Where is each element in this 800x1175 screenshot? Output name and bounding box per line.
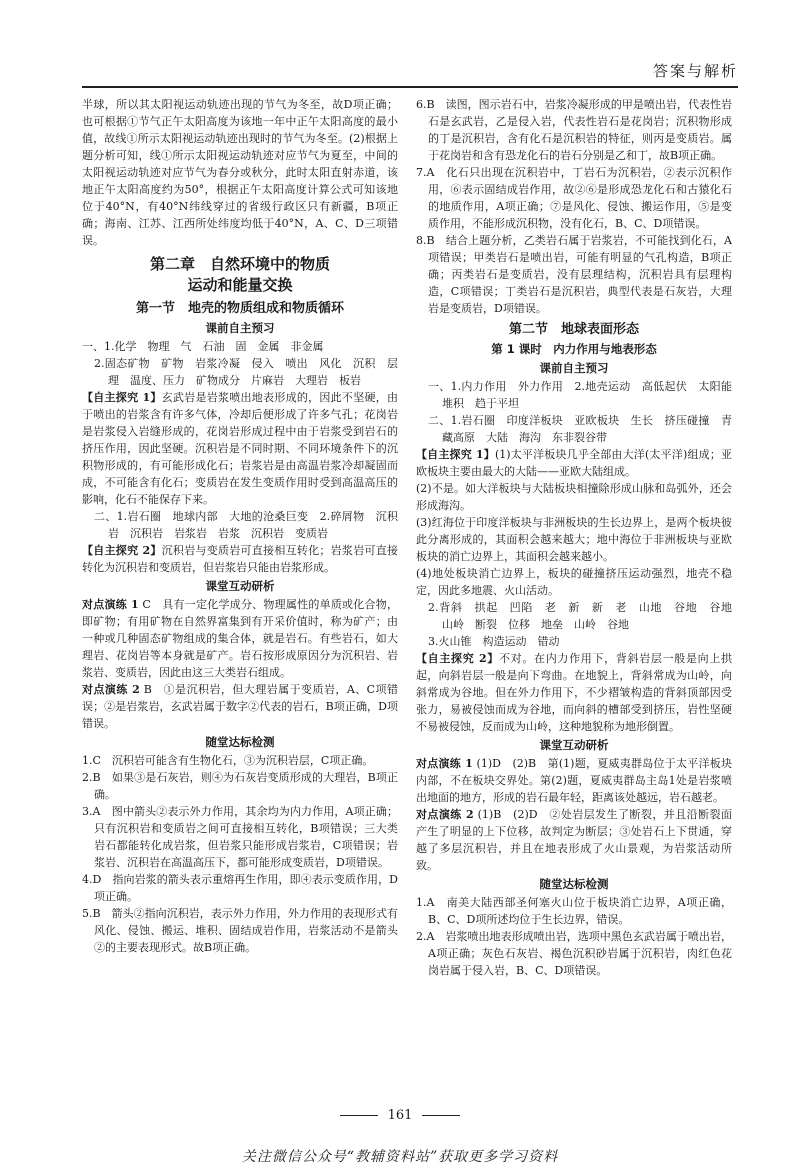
drill-2-label: 对点演练 2	[82, 683, 140, 696]
explore-2-label: 【自主探究 2】	[82, 544, 162, 557]
test-item: 3.A 图中箭头②表示外力作用，其余均为内力作用，A项正确；只有沉积岩和变质岩之间可直接相互转化，B项错误；三大类岩石都能转化成岩浆，但岩浆只能形成岩浆岩，C项错误；岩浆岩、沉积岩在高温高压下，都可能形成变质岩，D项错误。	[82, 805, 398, 869]
explore-r1	[416, 446, 732, 480]
page-number-dash-left	[340, 1115, 378, 1116]
test-item: 2.B 如果③是石灰岩，则④为石灰岩变质形成的大理岩，B项正确。	[82, 771, 398, 801]
test-title-2: 随堂达标检测	[539, 877, 609, 891]
drill-r2-text: (1)B (2)D ②处岩层发生了断裂，并且沿断裂面产生了明显的上下位移，故判定为断层；③处岩石上下贯通，穿越了多层沉积岩，并且在地表形成了火山景观，为岩浆活动所致。	[416, 808, 732, 872]
chapter-title-line2: 运动和能量交换	[187, 276, 293, 294]
lesson-title: 第 1 课时 内力作用与地表形态	[491, 342, 657, 356]
explore-r2-text: 不对。在内力作用下，背斜岩层一般是向上拱起，向斜岩层一般是向下弯曲。在地貌上，背斜常成为山岭，向斜常成为谷地。但在外力作用下，不少褶皱构造的背斜顶部因受张力，易被侵蚀而成为谷地，而向斜的槽部受到挤压，岩性坚硬不易被侵蚀，反而成为山岭，这种地貌称为地形倒置。	[416, 652, 733, 733]
explore-1	[82, 389, 398, 508]
test-item: 7.A 化石只出现在沉积岩中，丁岩石为沉积岩，②表示沉积作用，⑥表示固结成岩作用，故②⑥是形成恐龙化石和古猿化石的地质作用，A项正确；⑦是风化、侵蚀、搬运作用，⑤是变质作用，不能形成沉积物，没有化石，B、C、D项错误。	[416, 166, 732, 230]
header-rule	[82, 86, 738, 88]
explore-r1-p3: (3)红海位于印度洋板块与非洲板块的生长边界上，是两个板块彼此分离形成的，其面积会越来越大；地中海位于非洲板块与亚欧板块的消亡边界上，其面积会越来越小。	[416, 516, 732, 563]
explore-r2-label: 【自主探究 2】	[416, 652, 499, 665]
class-study-title: 课堂互动研析	[205, 579, 275, 593]
section-title-2: 第二节 地球表面形态	[508, 322, 639, 337]
header-title: 答案与解析	[652, 62, 738, 80]
drill-r1	[416, 755, 732, 806]
pre-answer-1b: 2.固态矿物 矿物 岩浆冷凝 侵入 喷出 风化 沉积 层理 温度、压力 矿物成分 片麻岩 大理岩 板岩	[94, 357, 398, 387]
explore-r1-label: 【自主探究 1】	[416, 448, 495, 461]
explore-r1-p2: (2)不是。如大洋板块与大陆板块相撞除形成山脉和岛弧外，还会形成海沟。	[416, 482, 732, 512]
test-item: 6.B 读图，图示岩石中，岩浆冷凝形成的甲是喷出岩，代表性岩石是玄武岩，乙是侵入岩，代表性岩石是花岗岩；沉积物形成的丁是沉积岩，含有化石是沉积岩的特征，则丙是变质岩。属于花岗岩和含有恐龙化石的岩石分别是乙和丁，故B项正确。	[416, 98, 732, 162]
intro-paragraph: 半球，所以其太阳视运动轨迹出现的节气为冬至，故D项正确；也可根据①节气正午太阳高度为该地一年中正午太阳高度的最小值，故线①所示太阳视运动轨迹出现时的节气为冬至。(2)根据上题分析可知，线①所示太阳视运动轨迹对应节气为夏至，中间的太阳视运动轨迹对应节气为春分或秋分，此时太阳直射赤道，该地正午太阳高度约为50°，根据正午太阳高度计算公式可知该地位于40°N，有40°N纬线穿过的省级行政区只有新疆，B项正确；海南、江苏、江西所处纬度均低于40°N，A、C、D三项错误。	[82, 98, 398, 247]
section-title: 第一节 地壳的物质组成和物质循环	[135, 301, 344, 316]
test-item: 5.B 箭头②指向沉积岩，表示外力作用，外力作用的表现形式有风化、侵蚀、搬运、堆积、固结成岩作用，岩浆活动不是箭头②的主要表现形式。故B项正确。	[82, 907, 398, 954]
explore-1-text: 玄武岩是岩浆喷出地表形成的，因此不坚硬，由于喷出的岩浆含有许多气体，冷却后便形成了许多气孔；花岗岩是岩浆侵入岩缝形成的，花岗岩形成过程中由于岩浆受到岩石的挤压作用，因此坚硬。沉积岩是不同时期、不同环境条件下的沉积物形成的，有可能形成化石；岩浆岩是由高温岩浆冷却凝固而成，不可能含有化石；变质岩在发生变质作用时受到高温高压的影响，化石不能保存下来。	[82, 391, 399, 506]
pre-answer-2: 二、1.岩石圈 地球内部 大地的沧桑巨变 2.碎屑物 沉积岩 沉积岩 岩浆岩 岩浆 沉积岩 变质岩	[94, 510, 398, 540]
drill-r1-text: (1)D (2)B 第(1)题，夏威夷群岛位于太平洋板块内部，不在板块交界处。第(2)题，夏威夷群岛主岛1处是岩浆喷出地面的地方，形成的岩石最年轻，距离该处越远，岩石越老。	[416, 757, 733, 804]
test-item: 1.A 南美大陆西部圣何塞火山位于板块消亡边界，A项正确，B、C、D项所述均位于生长边界，错误。	[416, 896, 732, 926]
pre-answer-r2: 二、1.岩石圈 印度洋板块 亚欧板块 生长 挤压碰撞 青藏高原 大陆 海沟 东非裂谷带	[428, 414, 732, 444]
drill-1	[82, 596, 398, 681]
explore-2	[82, 542, 398, 576]
explore-1-label: 【自主探究 1】	[82, 391, 162, 404]
page-number-dash-right	[422, 1115, 460, 1116]
test-item: 2.A 岩浆喷出地表形成喷出岩，选项中黑色玄武岩属于喷出岩，A项正确；灰色石灰岩、褐色沉积砂岩属于沉积岩，肉红色花岗岩属于侵入岩，B、C、D项错误。	[416, 930, 732, 977]
test-item: 4.D 指向岩浆的箭头表示重熔再生作用，即④表示变质作用，D项正确。	[82, 873, 398, 903]
class-study-title-2: 课堂互动研析	[539, 738, 609, 752]
drill-r2-label: 对点演练 2	[416, 808, 474, 821]
explore-r1-p4: (4)地处板块消亡边界上，板块的碰撞挤压运动强烈，地壳不稳定，因此多地震、火山活动。	[416, 567, 732, 597]
page-number-text: 161	[387, 1108, 413, 1123]
explore-r1-text: (1)太平洋板块几乎全部由大洋(太平洋)组成；亚欧板块主要由最大的大陆——亚欧大陆组成。	[416, 448, 733, 478]
pre-study-title-2: 课前自主预习	[539, 361, 609, 375]
pre-study-title: 课前自主预习	[205, 321, 275, 335]
drill-1-text: C 具有一定化学成分、物理属性的单质或化合物，即矿物；有用矿物在自然界富集到有开采价值时，称为矿产；由一种或几种固态矿物组成的集合体，就是岩石。有些岩石，如大理岩、花岗岩等本身就是矿产。岩石按形成原因分为沉积岩、岩浆岩、变质岩，因此由这三大类岩石组成。	[82, 598, 399, 679]
footer-note: 关注微信公众号“教辅资料站”获取更多学习资料	[241, 1149, 559, 1165]
test-title: 随堂达标检测	[205, 735, 275, 749]
drill-r1-label: 对点演练 1	[416, 757, 473, 770]
explore-2-text: 沉积岩与变质岩可直接相互转化；岩浆岩可直接转化为沉积岩和变质岩，但岩浆岩只能由岩浆形成。	[82, 544, 399, 574]
pre-answer-1a: 一、1.化学 物理 气 石油 固 金属 非金属	[82, 340, 324, 353]
test-item: 1.C 沉积岩可能含有生物化石，③为沉积岩层，C项正确。	[82, 754, 374, 767]
drill-2	[82, 681, 398, 732]
left-column	[82, 96, 398, 956]
chapter-title-line1: 第二章 自然环境中的物质	[149, 255, 330, 273]
test-item: 8.B 结合上题分析，乙类岩石属于岩浆岩，不可能找到化石，A项错误；甲类岩石是喷出岩，可能有明显的气孔构造，B项正确；丙类岩石是变质岩，没有层理结构，沉积岩具有层理构造，C项错误；丁类岩石是沉积岩，典型代表是石灰岩，大理岩是变质岩，D项错误。	[416, 234, 732, 315]
pre-answer-r3: 2.背斜 拱起 凹陷 老 新 新 老 山地 谷地 谷地 山岭 断裂 位移 地垒 山岭 谷地	[428, 601, 743, 631]
pre-answer-r4: 3.火山锥 构造运动 错动	[428, 635, 560, 648]
drill-r2	[416, 806, 732, 874]
drill-2-text: B ①是沉积岩，但大理岩属于变质岩，A、C项错误；②是岩浆岩，玄武岩属于数字②代表的岩石，B项正确，D项错误。	[82, 683, 399, 730]
explore-r2	[416, 650, 732, 735]
pre-answer-r1: 一、1.内力作用 外力作用 2.地壳运动 高低起伏 太阳能 堆积 趋于平坦	[428, 380, 743, 410]
drill-1-label: 对点演练 1	[82, 598, 139, 611]
right-column	[416, 96, 743, 979]
page-number	[0, 1108, 800, 1123]
